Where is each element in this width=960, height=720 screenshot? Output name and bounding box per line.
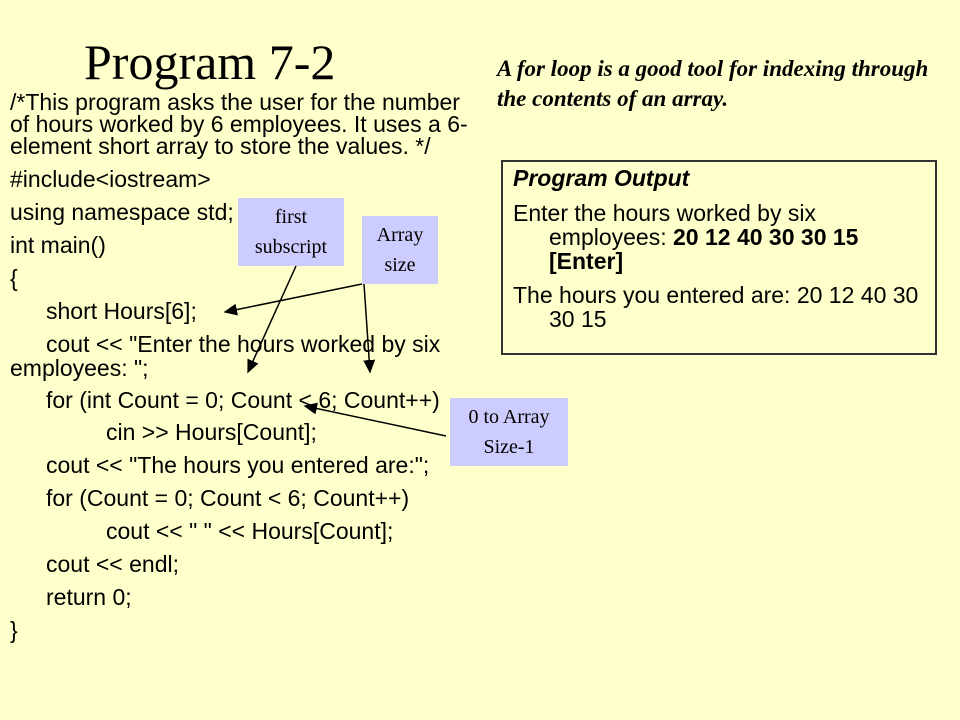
callout-array-size-line1: Array [376,224,424,246]
output-line-1-input: 20 12 40 30 30 15 [Enter] [549,224,859,274]
code-include: #include<iostream> [10,166,211,192]
code-using: using namespace std; [10,199,234,225]
callout-range-line2: Size-1 [483,436,535,458]
code-open-brace: { [10,265,18,291]
code-endl: cout << endl; [46,551,179,577]
code-comment: /*This program asks the user for the number of hours worked by 6 employees. It uses a 6-element short array to store the values. */ [10,89,468,159]
callout-range-line1: 0 to Array [468,406,550,428]
arrow-array-size-to-brace [225,284,362,312]
output-line-1-text: Enter the hours worked by six employees: [513,200,816,250]
code-cout-hours: cout << " " << Hours[Count]; [106,518,394,544]
arrow-first-subscript [248,266,296,372]
code-return: return 0; [46,584,132,610]
arrow-array-size-to-decl [364,284,370,372]
code-for2: for (Count = 0; Count < 6; Count++) [46,485,410,511]
explanation-note: A for loop is a good tool for indexing through the contents of an array. [497,56,929,111]
code-for1-text: for (int Count = 0; Count < 6; Count++) [46,387,440,413]
code-decl: short Hours[6]; [46,298,197,324]
output-line-1 [513,201,925,273]
code-cout-result: cout << "The hours you entered are:"; [46,452,430,478]
output-heading: Program Output [513,165,690,191]
code-close-brace: } [10,617,18,643]
callout-first-subscript-line1: first [274,206,308,228]
output-line-2: The hours you entered are: 20 12 40 30 30 15 [513,282,919,332]
code-cin: cin >> Hours[Count]; [106,419,317,445]
code-cout-prompt-text: cout << "Enter the hours worked by six employees: "; [10,331,441,381]
program-output-panel [501,160,937,355]
callout-array-size-line2: size [384,254,416,276]
arrow-range [305,406,446,436]
callout-first-subscript-line2: subscript [254,236,328,258]
code-main: int main() [10,232,106,258]
slide-title: Program 7-2 [84,34,336,90]
